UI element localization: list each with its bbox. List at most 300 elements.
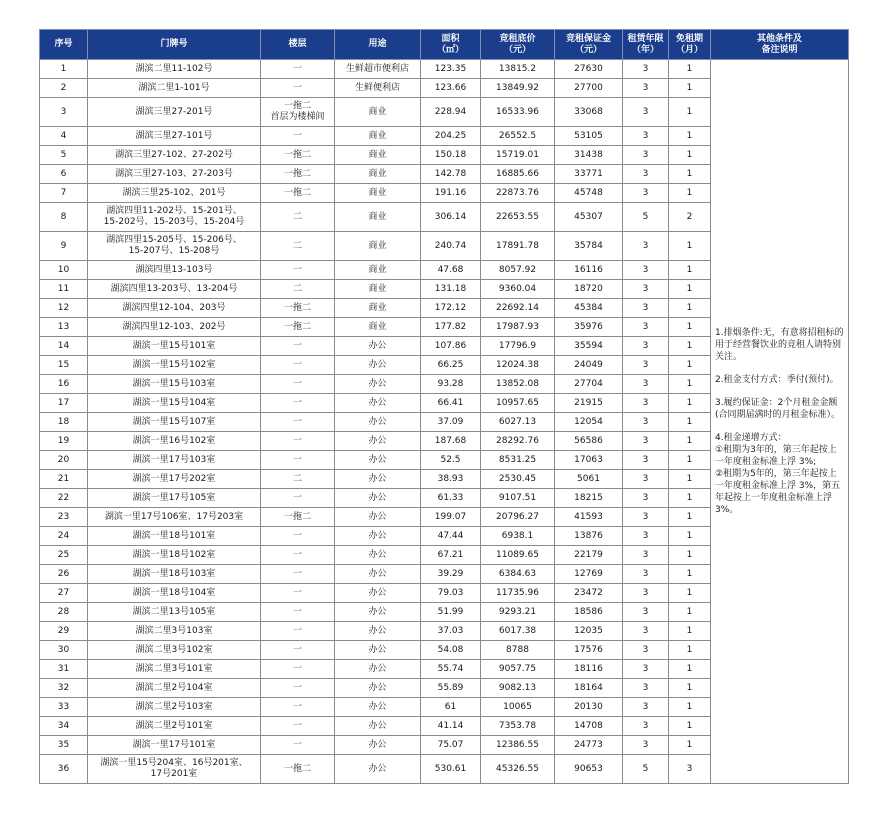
area-cell: 66.41 bbox=[421, 394, 481, 413]
address-cell: 湖滨一里18号101室 bbox=[88, 527, 261, 546]
base-price-cell: 13852.08 bbox=[481, 375, 555, 394]
lease-years-cell: 3 bbox=[623, 146, 669, 165]
usage-cell: 办公 bbox=[335, 755, 421, 784]
usage-cell: 生鲜便利店 bbox=[335, 79, 421, 98]
deposit-cell: 17576 bbox=[555, 641, 623, 660]
deposit-cell: 18720 bbox=[555, 280, 623, 299]
address-cell: 湖滨一里15号101室 bbox=[88, 337, 261, 356]
address-cell: 湖滨一里17号105室 bbox=[88, 489, 261, 508]
header-address: 门牌号 bbox=[88, 30, 261, 60]
seq-cell: 28 bbox=[40, 603, 88, 622]
free-months-cell: 1 bbox=[669, 165, 711, 184]
free-months-cell: 1 bbox=[669, 60, 711, 79]
seq-cell: 18 bbox=[40, 413, 88, 432]
seq-cell: 3 bbox=[40, 98, 88, 127]
floor-cell: 一 bbox=[261, 79, 335, 98]
address-cell: 湖滨三里27-102、27-202号 bbox=[88, 146, 261, 165]
lease-years-cell: 3 bbox=[623, 337, 669, 356]
base-price-cell: 22653.55 bbox=[481, 203, 555, 232]
address-cell: 湖滨二里2号104室 bbox=[88, 679, 261, 698]
address-cell: 湖滨一里18号104室 bbox=[88, 584, 261, 603]
free-months-cell: 1 bbox=[669, 432, 711, 451]
base-price-cell: 26552.5 bbox=[481, 127, 555, 146]
header-lease-years: 租赁年限 （年） bbox=[623, 30, 669, 60]
floor-cell: 一 bbox=[261, 60, 335, 79]
lease-years-cell: 3 bbox=[623, 736, 669, 755]
lease-years-cell: 3 bbox=[623, 184, 669, 203]
lease-years-cell: 3 bbox=[623, 261, 669, 280]
address-cell: 湖滨四里11-202号、15-201号、 15-202号、15-203号、15-204号 bbox=[88, 203, 261, 232]
lease-years-cell: 3 bbox=[623, 527, 669, 546]
deposit-cell: 22179 bbox=[555, 546, 623, 565]
lease-years-cell: 3 bbox=[623, 299, 669, 318]
area-cell: 55.74 bbox=[421, 660, 481, 679]
deposit-cell: 12035 bbox=[555, 622, 623, 641]
area-cell: 66.25 bbox=[421, 356, 481, 375]
base-price-cell: 9057.75 bbox=[481, 660, 555, 679]
deposit-cell: 45384 bbox=[555, 299, 623, 318]
free-months-cell: 1 bbox=[669, 280, 711, 299]
lease-years-cell: 3 bbox=[623, 603, 669, 622]
note-paragraph: 1.排烟条件:无，有意将招租标的用于经营餐饮业的竞租人请特别关注。 bbox=[715, 328, 844, 362]
base-price-cell: 8788 bbox=[481, 641, 555, 660]
deposit-cell: 41593 bbox=[555, 508, 623, 527]
lease-years-cell: 3 bbox=[623, 622, 669, 641]
area-cell: 172.12 bbox=[421, 299, 481, 318]
floor-cell: 一 bbox=[261, 546, 335, 565]
free-months-cell: 1 bbox=[669, 717, 711, 736]
address-cell: 湖滨二里2号103室 bbox=[88, 698, 261, 717]
floor-cell: 一 bbox=[261, 127, 335, 146]
floor-cell: 一拖二 bbox=[261, 508, 335, 527]
usage-cell: 商业 bbox=[335, 165, 421, 184]
lease-years-cell: 3 bbox=[623, 127, 669, 146]
lease-years-cell: 3 bbox=[623, 232, 669, 261]
address-cell: 湖滨一里18号103室 bbox=[88, 565, 261, 584]
address-cell: 湖滨一里16号102室 bbox=[88, 432, 261, 451]
address-cell: 湖滨一里18号102室 bbox=[88, 546, 261, 565]
lease-years-cell: 3 bbox=[623, 698, 669, 717]
base-price-cell: 45326.55 bbox=[481, 755, 555, 784]
usage-cell: 办公 bbox=[335, 565, 421, 584]
deposit-cell: 27630 bbox=[555, 60, 623, 79]
seq-cell: 10 bbox=[40, 261, 88, 280]
address-cell: 湖滨四里12-104、203号 bbox=[88, 299, 261, 318]
seq-cell: 8 bbox=[40, 203, 88, 232]
lease-years-cell: 5 bbox=[623, 755, 669, 784]
deposit-cell: 90653 bbox=[555, 755, 623, 784]
area-cell: 93.28 bbox=[421, 375, 481, 394]
seq-cell: 34 bbox=[40, 717, 88, 736]
floor-cell: 二 bbox=[261, 280, 335, 299]
deposit-cell: 21915 bbox=[555, 394, 623, 413]
floor-cell: 一 bbox=[261, 603, 335, 622]
seq-cell: 32 bbox=[40, 679, 88, 698]
seq-cell: 22 bbox=[40, 489, 88, 508]
seq-cell: 24 bbox=[40, 527, 88, 546]
seq-cell: 25 bbox=[40, 546, 88, 565]
floor-cell: 一 bbox=[261, 394, 335, 413]
seq-cell: 23 bbox=[40, 508, 88, 527]
header-seq: 序号 bbox=[40, 30, 88, 60]
header-deposit: 竞租保证金 （元） bbox=[555, 30, 623, 60]
area-cell: 54.08 bbox=[421, 641, 481, 660]
floor-cell: 一 bbox=[261, 527, 335, 546]
address-cell: 湖滨一里17号202室 bbox=[88, 470, 261, 489]
area-cell: 51.99 bbox=[421, 603, 481, 622]
deposit-cell: 27704 bbox=[555, 375, 623, 394]
area-cell: 41.14 bbox=[421, 717, 481, 736]
base-price-cell: 15719.01 bbox=[481, 146, 555, 165]
note-paragraph: 4.租金递增方式： ①租期为3年的，第三年起按上一年度租金标准上浮 3%; ②租期为5年的，第三年起按上一年度租金标准上浮 3%，第五年起按上一年度租金标准上浮 3%。 bbox=[715, 433, 841, 515]
address-cell: 湖滨二里3号101室 bbox=[88, 660, 261, 679]
base-price-cell: 9293.21 bbox=[481, 603, 555, 622]
area-cell: 61.33 bbox=[421, 489, 481, 508]
deposit-cell: 18116 bbox=[555, 660, 623, 679]
usage-cell: 办公 bbox=[335, 413, 421, 432]
deposit-cell: 31438 bbox=[555, 146, 623, 165]
address-cell: 湖滨一里17号106室、17号203室 bbox=[88, 508, 261, 527]
deposit-cell: 23472 bbox=[555, 584, 623, 603]
floor-cell: 一拖二 bbox=[261, 318, 335, 337]
free-months-cell: 1 bbox=[669, 660, 711, 679]
floor-cell: 一 bbox=[261, 432, 335, 451]
area-cell: 47.68 bbox=[421, 261, 481, 280]
deposit-cell: 56586 bbox=[555, 432, 623, 451]
free-months-cell: 1 bbox=[669, 584, 711, 603]
deposit-cell: 27700 bbox=[555, 79, 623, 98]
area-cell: 187.68 bbox=[421, 432, 481, 451]
floor-cell: 一拖二 bbox=[261, 755, 335, 784]
free-months-cell: 1 bbox=[669, 527, 711, 546]
free-months-cell: 1 bbox=[669, 451, 711, 470]
seq-cell: 14 bbox=[40, 337, 88, 356]
free-months-cell: 1 bbox=[669, 565, 711, 584]
free-months-cell: 1 bbox=[669, 470, 711, 489]
area-cell: 228.94 bbox=[421, 98, 481, 127]
deposit-cell: 45748 bbox=[555, 184, 623, 203]
address-cell: 湖滨四里13-203号、13-204号 bbox=[88, 280, 261, 299]
usage-cell: 办公 bbox=[335, 508, 421, 527]
floor-cell: 一 bbox=[261, 413, 335, 432]
floor-cell: 一 bbox=[261, 261, 335, 280]
deposit-cell: 45307 bbox=[555, 203, 623, 232]
usage-cell: 办公 bbox=[335, 736, 421, 755]
usage-cell: 办公 bbox=[335, 489, 421, 508]
seq-cell: 6 bbox=[40, 165, 88, 184]
notes-cell bbox=[711, 60, 849, 784]
address-cell: 湖滨二里11-102号 bbox=[88, 60, 261, 79]
seq-cell: 4 bbox=[40, 127, 88, 146]
usage-cell: 办公 bbox=[335, 603, 421, 622]
usage-cell: 办公 bbox=[335, 660, 421, 679]
address-cell: 湖滨一里15号107室 bbox=[88, 413, 261, 432]
usage-cell: 商业 bbox=[335, 318, 421, 337]
seq-cell: 1 bbox=[40, 60, 88, 79]
seq-cell: 19 bbox=[40, 432, 88, 451]
seq-cell: 2 bbox=[40, 79, 88, 98]
base-price-cell: 16885.66 bbox=[481, 165, 555, 184]
lease-years-cell: 3 bbox=[623, 489, 669, 508]
seq-cell: 5 bbox=[40, 146, 88, 165]
lease-years-cell: 3 bbox=[623, 508, 669, 527]
deposit-cell: 35976 bbox=[555, 318, 623, 337]
address-cell: 湖滨二里3号102室 bbox=[88, 641, 261, 660]
base-price-cell: 28292.76 bbox=[481, 432, 555, 451]
usage-cell: 商业 bbox=[335, 184, 421, 203]
seq-cell: 7 bbox=[40, 184, 88, 203]
address-cell: 湖滨三里27-201号 bbox=[88, 98, 261, 127]
seq-cell: 13 bbox=[40, 318, 88, 337]
seq-cell: 31 bbox=[40, 660, 88, 679]
free-months-cell: 1 bbox=[669, 98, 711, 127]
floor-cell: 二 bbox=[261, 203, 335, 232]
free-months-cell: 1 bbox=[669, 622, 711, 641]
floor-cell: 一 bbox=[261, 698, 335, 717]
area-cell: 67.21 bbox=[421, 546, 481, 565]
usage-cell: 办公 bbox=[335, 698, 421, 717]
base-price-cell: 13815.2 bbox=[481, 60, 555, 79]
base-price-cell: 13849.92 bbox=[481, 79, 555, 98]
floor-cell: 一拖二 首层为楼梯间 bbox=[261, 98, 335, 127]
deposit-cell: 16116 bbox=[555, 261, 623, 280]
header-floor: 楼层 bbox=[261, 30, 335, 60]
usage-cell: 办公 bbox=[335, 337, 421, 356]
lease-years-cell: 3 bbox=[623, 79, 669, 98]
free-months-cell: 1 bbox=[669, 489, 711, 508]
floor-cell: 一 bbox=[261, 584, 335, 603]
floor-cell: 一 bbox=[261, 717, 335, 736]
floor-cell: 一 bbox=[261, 736, 335, 755]
base-price-cell: 17891.78 bbox=[481, 232, 555, 261]
usage-cell: 办公 bbox=[335, 432, 421, 451]
free-months-cell: 1 bbox=[669, 546, 711, 565]
address-cell: 湖滨一里15号103室 bbox=[88, 375, 261, 394]
address-cell: 湖滨三里27-101号 bbox=[88, 127, 261, 146]
lease-years-cell: 5 bbox=[623, 203, 669, 232]
lease-years-cell: 3 bbox=[623, 98, 669, 127]
floor-cell: 一 bbox=[261, 565, 335, 584]
usage-cell: 办公 bbox=[335, 375, 421, 394]
lease-years-cell: 3 bbox=[623, 565, 669, 584]
free-months-cell: 1 bbox=[669, 261, 711, 280]
floor-cell: 一 bbox=[261, 679, 335, 698]
free-months-cell: 1 bbox=[669, 127, 711, 146]
lease-years-cell: 3 bbox=[623, 413, 669, 432]
address-cell: 湖滨一里15号102室 bbox=[88, 356, 261, 375]
usage-cell: 办公 bbox=[335, 622, 421, 641]
usage-cell: 商业 bbox=[335, 146, 421, 165]
address-cell: 湖滨四里15-205号、15-206号、 15-207号、15-208号 bbox=[88, 232, 261, 261]
base-price-cell: 6384.63 bbox=[481, 565, 555, 584]
table-row bbox=[40, 60, 849, 79]
floor-cell: 一拖二 bbox=[261, 146, 335, 165]
free-months-cell: 1 bbox=[669, 146, 711, 165]
lease-years-cell: 3 bbox=[623, 660, 669, 679]
base-price-cell: 6017.38 bbox=[481, 622, 555, 641]
deposit-cell: 18215 bbox=[555, 489, 623, 508]
header-notes: 其他条件及 备注说明 bbox=[711, 30, 849, 60]
deposit-cell: 20130 bbox=[555, 698, 623, 717]
base-price-cell: 2530.45 bbox=[481, 470, 555, 489]
lease-years-cell: 3 bbox=[623, 280, 669, 299]
base-price-cell: 20796.27 bbox=[481, 508, 555, 527]
note-paragraph: 2.租金支付方式：季付(预付)。 bbox=[715, 375, 839, 385]
deposit-cell: 24049 bbox=[555, 356, 623, 375]
address-cell: 湖滨三里27-103、27-203号 bbox=[88, 165, 261, 184]
lease-years-cell: 3 bbox=[623, 451, 669, 470]
base-price-cell: 6938.1 bbox=[481, 527, 555, 546]
floor-cell: 一 bbox=[261, 356, 335, 375]
free-months-cell: 1 bbox=[669, 508, 711, 527]
area-cell: 38.93 bbox=[421, 470, 481, 489]
free-months-cell: 1 bbox=[669, 299, 711, 318]
floor-cell: 一 bbox=[261, 451, 335, 470]
address-cell: 湖滨三里25-102、201号 bbox=[88, 184, 261, 203]
area-cell: 39.29 bbox=[421, 565, 481, 584]
free-months-cell: 1 bbox=[669, 736, 711, 755]
base-price-cell: 16533.96 bbox=[481, 98, 555, 127]
seq-cell: 26 bbox=[40, 565, 88, 584]
deposit-cell: 35594 bbox=[555, 337, 623, 356]
base-price-cell: 11735.96 bbox=[481, 584, 555, 603]
area-cell: 191.16 bbox=[421, 184, 481, 203]
floor-cell: 一 bbox=[261, 337, 335, 356]
free-months-cell: 2 bbox=[669, 203, 711, 232]
rental-listing-table bbox=[39, 29, 849, 784]
free-months-cell: 1 bbox=[669, 641, 711, 660]
address-cell: 湖滨一里15号204室、16号201室、 17号201室 bbox=[88, 755, 261, 784]
floor-cell: 一拖二 bbox=[261, 184, 335, 203]
deposit-cell: 12769 bbox=[555, 565, 623, 584]
lease-years-cell: 3 bbox=[623, 546, 669, 565]
deposit-cell: 12054 bbox=[555, 413, 623, 432]
area-cell: 240.74 bbox=[421, 232, 481, 261]
base-price-cell: 17796.9 bbox=[481, 337, 555, 356]
area-cell: 37.09 bbox=[421, 413, 481, 432]
deposit-cell: 18164 bbox=[555, 679, 623, 698]
area-cell: 61 bbox=[421, 698, 481, 717]
floor-cell: 一 bbox=[261, 375, 335, 394]
free-months-cell: 1 bbox=[669, 375, 711, 394]
usage-cell: 办公 bbox=[335, 527, 421, 546]
base-price-cell: 9107.51 bbox=[481, 489, 555, 508]
seq-cell: 21 bbox=[40, 470, 88, 489]
area-cell: 306.14 bbox=[421, 203, 481, 232]
free-months-cell: 3 bbox=[669, 755, 711, 784]
area-cell: 55.89 bbox=[421, 679, 481, 698]
base-price-cell: 10957.65 bbox=[481, 394, 555, 413]
usage-cell: 办公 bbox=[335, 717, 421, 736]
free-months-cell: 1 bbox=[669, 394, 711, 413]
base-price-cell: 8531.25 bbox=[481, 451, 555, 470]
base-price-cell: 12386.55 bbox=[481, 736, 555, 755]
lease-years-cell: 3 bbox=[623, 60, 669, 79]
lease-years-cell: 3 bbox=[623, 375, 669, 394]
seq-cell: 20 bbox=[40, 451, 88, 470]
base-price-cell: 8057.92 bbox=[481, 261, 555, 280]
seq-cell: 16 bbox=[40, 375, 88, 394]
lease-years-cell: 3 bbox=[623, 717, 669, 736]
address-cell: 湖滨二里13号105室 bbox=[88, 603, 261, 622]
base-price-cell: 6027.13 bbox=[481, 413, 555, 432]
area-cell: 142.78 bbox=[421, 165, 481, 184]
base-price-cell: 22692.14 bbox=[481, 299, 555, 318]
base-price-cell: 17987.93 bbox=[481, 318, 555, 337]
usage-cell: 生鲜超市便利店 bbox=[335, 60, 421, 79]
header-row bbox=[40, 30, 849, 60]
area-cell: 177.82 bbox=[421, 318, 481, 337]
lease-years-cell: 3 bbox=[623, 679, 669, 698]
deposit-cell: 53105 bbox=[555, 127, 623, 146]
area-cell: 79.03 bbox=[421, 584, 481, 603]
free-months-cell: 1 bbox=[669, 337, 711, 356]
floor-cell: 二 bbox=[261, 470, 335, 489]
usage-cell: 办公 bbox=[335, 356, 421, 375]
seq-cell: 9 bbox=[40, 232, 88, 261]
usage-cell: 办公 bbox=[335, 451, 421, 470]
seq-cell: 17 bbox=[40, 394, 88, 413]
seq-cell: 35 bbox=[40, 736, 88, 755]
usage-cell: 办公 bbox=[335, 546, 421, 565]
address-cell: 湖滨四里12-103、202号 bbox=[88, 318, 261, 337]
area-cell: 47.44 bbox=[421, 527, 481, 546]
deposit-cell: 33068 bbox=[555, 98, 623, 127]
deposit-cell: 35784 bbox=[555, 232, 623, 261]
table-body bbox=[40, 60, 849, 784]
usage-cell: 商业 bbox=[335, 299, 421, 318]
free-months-cell: 1 bbox=[669, 79, 711, 98]
area-cell: 204.25 bbox=[421, 127, 481, 146]
area-cell: 199.07 bbox=[421, 508, 481, 527]
usage-cell: 办公 bbox=[335, 641, 421, 660]
usage-cell: 商业 bbox=[335, 203, 421, 232]
lease-years-cell: 3 bbox=[623, 356, 669, 375]
base-price-cell: 22873.76 bbox=[481, 184, 555, 203]
usage-cell: 办公 bbox=[335, 584, 421, 603]
address-cell: 湖滨一里15号104室 bbox=[88, 394, 261, 413]
deposit-cell: 5061 bbox=[555, 470, 623, 489]
address-cell: 湖滨一里17号101室 bbox=[88, 736, 261, 755]
lease-years-cell: 3 bbox=[623, 470, 669, 489]
area-cell: 123.35 bbox=[421, 60, 481, 79]
usage-cell: 办公 bbox=[335, 394, 421, 413]
floor-cell: 一拖二 bbox=[261, 165, 335, 184]
area-cell: 131.18 bbox=[421, 280, 481, 299]
floor-cell: 二 bbox=[261, 232, 335, 261]
lease-years-cell: 3 bbox=[623, 432, 669, 451]
deposit-cell: 13876 bbox=[555, 527, 623, 546]
area-cell: 52.5 bbox=[421, 451, 481, 470]
deposit-cell: 18586 bbox=[555, 603, 623, 622]
area-cell: 37.03 bbox=[421, 622, 481, 641]
seq-cell: 33 bbox=[40, 698, 88, 717]
floor-cell: 一 bbox=[261, 660, 335, 679]
seq-cell: 36 bbox=[40, 755, 88, 784]
area-cell: 75.07 bbox=[421, 736, 481, 755]
usage-cell: 商业 bbox=[335, 98, 421, 127]
lease-years-cell: 3 bbox=[623, 641, 669, 660]
seq-cell: 15 bbox=[40, 356, 88, 375]
seq-cell: 29 bbox=[40, 622, 88, 641]
free-months-cell: 1 bbox=[669, 318, 711, 337]
note-paragraph: 3.履约保证金：2个月租金金额(合同期届满时的月租金标准）。 bbox=[715, 398, 841, 420]
floor-cell: 一 bbox=[261, 489, 335, 508]
usage-cell: 商业 bbox=[335, 232, 421, 261]
base-price-cell: 10065 bbox=[481, 698, 555, 717]
base-price-cell: 11089.65 bbox=[481, 546, 555, 565]
seq-cell: 27 bbox=[40, 584, 88, 603]
